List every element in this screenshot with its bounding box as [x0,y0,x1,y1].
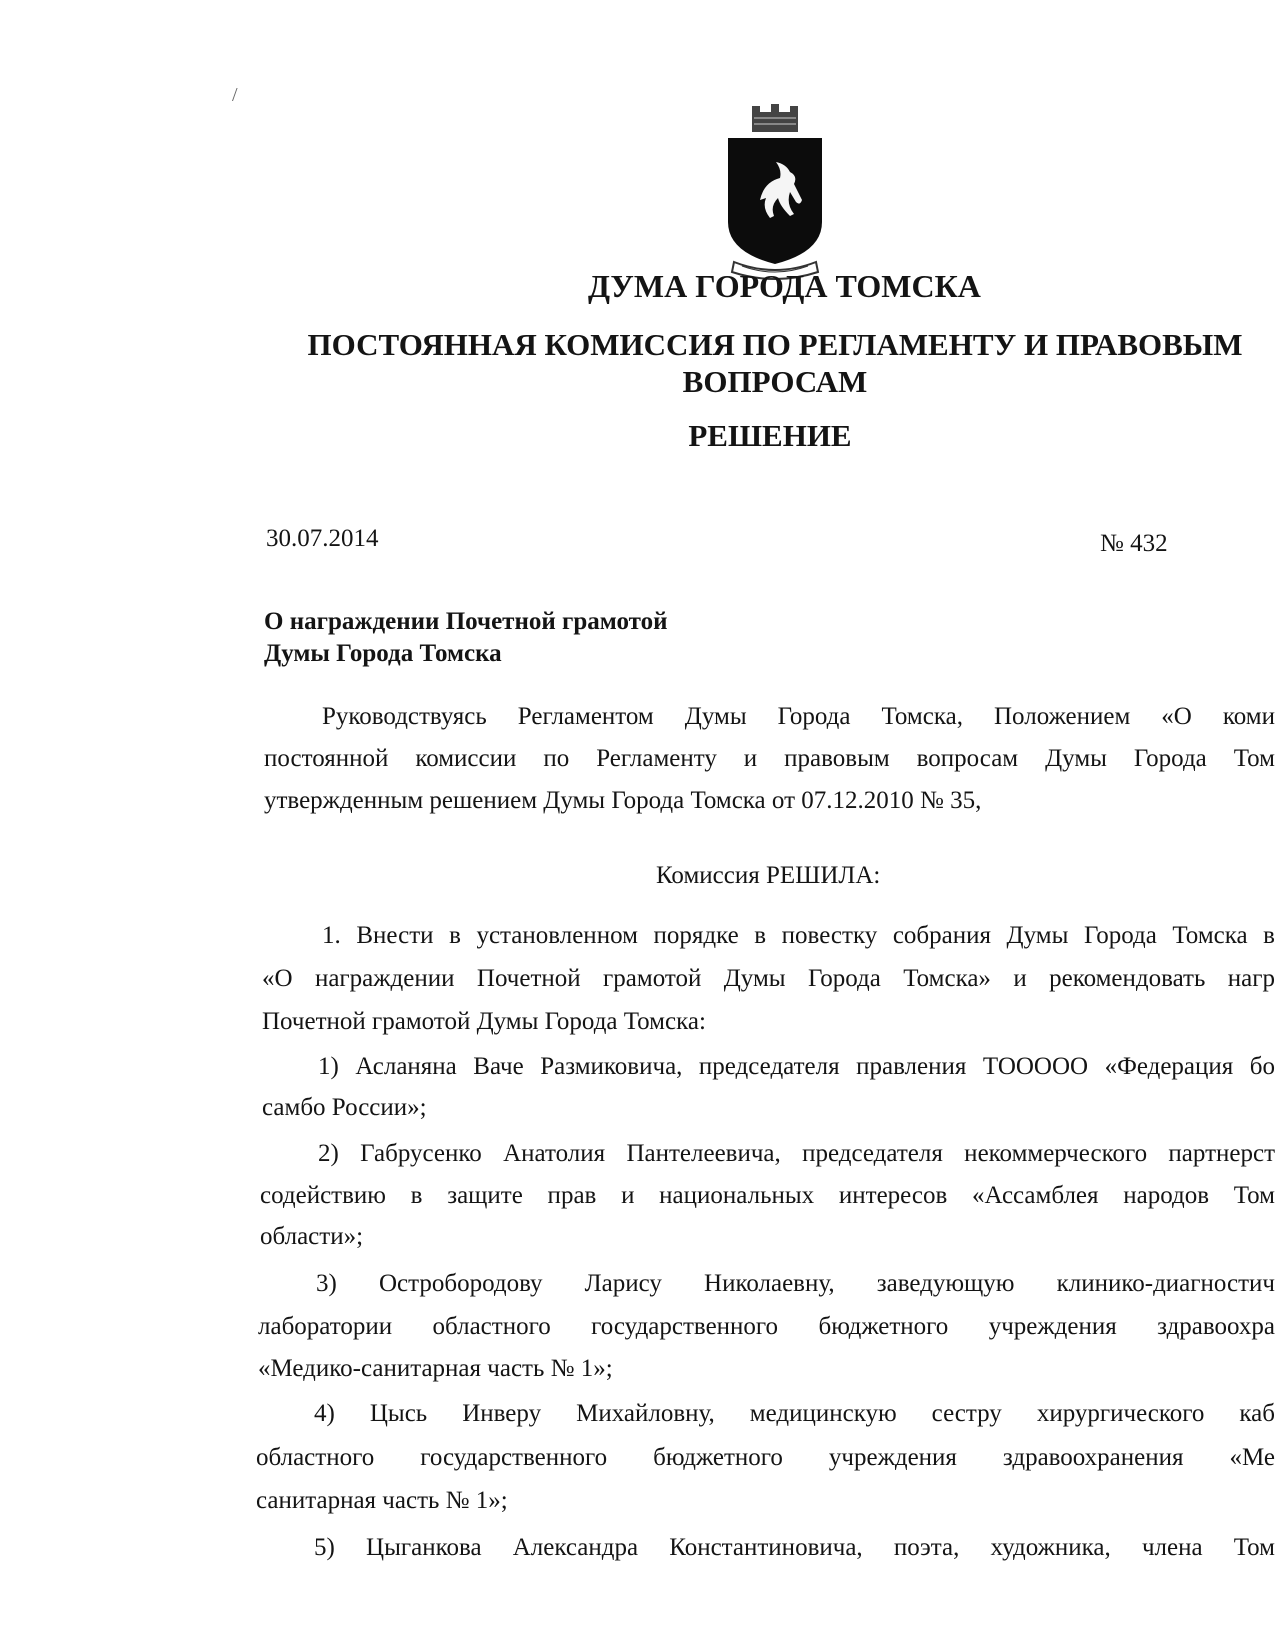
document-type: РЕШЕНИЕ [688,418,852,453]
commission-title-line2: ВОПРОСАМ [682,364,868,399]
nominee-line: самбо России»; [262,1094,427,1121]
nominee-line: 1) Асланяна Ваче Размиковича, председателя правления ТООООО «Федерация бо [318,1053,1275,1080]
nominee-line: содействию в защите прав и национальных интересов «Ассамблея народов Том [260,1182,1275,1209]
decision-date: 30.07.2014 [266,525,379,552]
nominee-line: 4) Цысь Инверу Михайловну, медицинскую сестру хирургического каб [314,1400,1275,1427]
preamble-line: Руководствуясь Регламентом Думы Города Томска, Положением «О коми [322,703,1275,730]
decision-heading: Комиссия РЕШИЛА: [656,862,881,889]
nominee-line: 5) Цыганкова Александра Константиновича, поэта, художника, члена Том [314,1534,1275,1561]
nominee-line: 2) Габрусенко Анатолия Пантелеевича, председателя некоммерческого партнерст [318,1140,1275,1167]
subject-line1: О награждении Почетной грамотой [264,608,668,635]
preamble-line: утвержденным решением Думы Города Томска от 07.12.2010 № 35, [264,787,982,814]
item-line: 1. Внести в установленном порядке в повестку собрания Думы Города Томска в [322,922,1275,949]
nominee-line: 3) Остробородову Ларису Николаевну, заведующую клинико-диагностич [316,1270,1275,1297]
decision-number: № 432 [1100,530,1168,557]
nominee-line: «Медико-санитарная часть № 1»; [258,1355,613,1382]
preamble-line: постоянной комиссии по Регламенту и правовым вопросам Думы Города Том [264,745,1275,772]
commission-title [250,326,1275,400]
item-line: «О награждении Почетной грамотой Думы Города Томска» и рекомендовать нагр [262,965,1275,992]
item-line: Почетной грамотой Думы Города Томска: [262,1008,706,1035]
nominee-line: лаборатории областного государственного бюджетного учреждения здравоохра [258,1313,1275,1340]
nominee-line: области»; [260,1223,364,1250]
stray-mark: / [232,84,238,106]
nominee-line: санитарная часть № 1»; [256,1487,508,1514]
tomsk-coat-of-arms-icon [720,102,830,282]
commission-title-line1: ПОСТОЯННАЯ КОМИССИЯ ПО РЕГЛАМЕНТУ И ПРАВОВЫМ [307,327,1243,362]
nominee-line: областного государственного бюджетного учреждения здравоохранения «Ме [256,1444,1275,1471]
decision-subject [264,606,668,670]
organization-name: ДУМА ГОРОДА ТОМСКА [588,268,981,304]
subject-line2: Думы Города Томска [264,640,502,667]
